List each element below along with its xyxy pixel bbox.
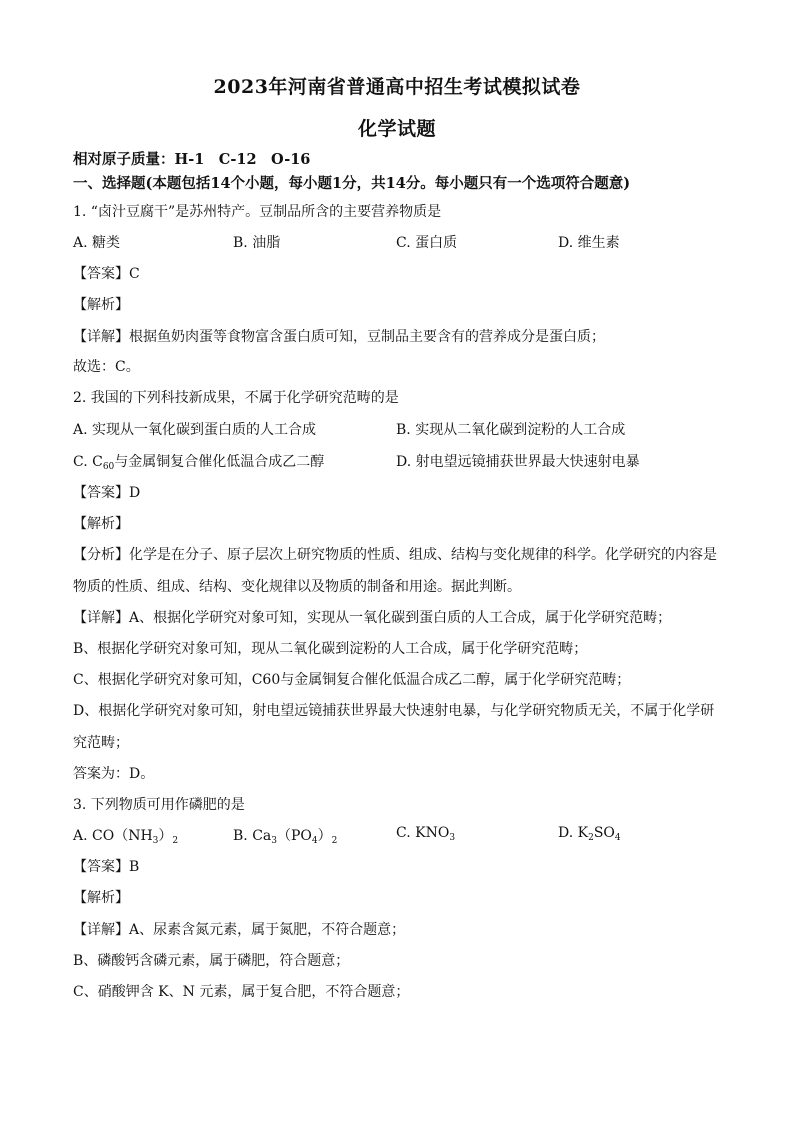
question-3-option-d: D. $K_2SO_4$ xyxy=(558,825,621,843)
section-title: 一、选择题(本题包括14个小题，每小题1分，共14分。每小题只有一个选项符合题意) xyxy=(73,175,631,192)
question-1-option-a: A. 糖类 xyxy=(73,235,121,251)
exam-subtitle: 化学试题 xyxy=(357,118,436,140)
exam-title: 2023年河南省普通高中招生考试模拟试卷 xyxy=(213,76,581,98)
question-2-fenxi-line-2: 物质的性质、组成、结构、变化规律以及物质的制备和用途。据此判断。 xyxy=(73,579,521,595)
question-2-option-a: A. 实现从一氧化碳到蛋白质的人工合成 xyxy=(73,422,317,438)
question-2-analysis-label: 【解析】 xyxy=(73,516,129,532)
question-3-analysis-label: 【解析】 xyxy=(73,890,129,906)
question-2-detail-d-line-1: D、根据化学研究对象可知，射电望远镜捕获世界最大快速射电暴，与化学研究物质无关，不属于化学研 xyxy=(73,703,715,719)
question-1-answer: 【答案】C xyxy=(73,266,140,282)
question-1-detail: 【详解】根据鱼奶肉蛋等食物富含蛋白质可知，豆制品主要含有的营养成分是蛋白质； xyxy=(73,329,605,345)
question-1-option-c: C. 蛋白质 xyxy=(396,235,458,251)
question-2-fenxi-line-1: 【分析】化学是在分子、原子层次上研究物质的性质、组成、结构与变化规律的科学。化学研究的内容是 xyxy=(73,547,717,563)
question-2-option-c: C. $C_{60}$与金属铜复合催化低温合成乙二醇 xyxy=(73,454,325,472)
question-2-detail-d-line-2: 究范畴； xyxy=(73,735,129,751)
question-1-stem: 1. “卤汁豆腐干”是苏州特产。豆制品所含的主要营养物质是 xyxy=(73,204,442,220)
question-3-answer: 【答案】B xyxy=(73,859,140,875)
question-2-detail-b: B、根据化学研究对象可知，现从二氧化碳到淀粉的人工合成，属于化学研究范畴； xyxy=(73,641,588,657)
question-3-detail-c: C、硝酸钾含 K、N 元素，属于复合肥，不符合题意； xyxy=(73,984,410,1000)
question-2-option-d: D. 射电望远镜捕获世界最大快速射电暴 xyxy=(396,454,640,470)
question-3-stem: 3. 下列物质可用作磷肥的是 xyxy=(73,797,245,813)
question-2-option-b: B. 实现从二氧化碳到淀粉的人工合成 xyxy=(396,422,626,438)
question-1-conclusion: 故选：C。 xyxy=(73,359,140,375)
question-2-conclusion: 答案为：D。 xyxy=(73,766,155,782)
question-1-option-d: D. 维生素 xyxy=(558,235,620,251)
question-2-detail-c: C、根据化学研究对象可知，C60与金属铜复合催化低温合成乙二醇，属于化学研究范畴； xyxy=(73,672,631,688)
question-3-detail-a: 【详解】A、尿素含氮元素，属于氮肥，不符合题意； xyxy=(73,922,406,938)
question-3-option-a: A. $CO(NH_3)_2$ xyxy=(73,828,179,846)
question-1-option-b: B. 油脂 xyxy=(233,235,281,251)
question-1-analysis-label: 【解析】 xyxy=(73,297,129,313)
question-3-detail-b: B、磷酸钙含磷元素，属于磷肥，符合题意； xyxy=(73,953,350,969)
question-3-option-c: C. $KNO_3$ xyxy=(396,825,456,843)
question-2-answer: 【答案】D xyxy=(73,485,141,501)
question-3-option-b: B. $Ca_3(PO_4)_2$ xyxy=(233,828,338,846)
question-2-detail-a: 【详解】A、根据化学研究对象可知，实现从一氧化碳到蛋白质的人工合成，属于化学研究范畴； xyxy=(73,610,672,626)
atomic-masses: 相对原子质量：H-1 C-12 O-16 xyxy=(73,151,311,168)
question-2-stem: 2. 我国的下列科技新成果，不属于化学研究范畴的是 xyxy=(73,390,399,406)
